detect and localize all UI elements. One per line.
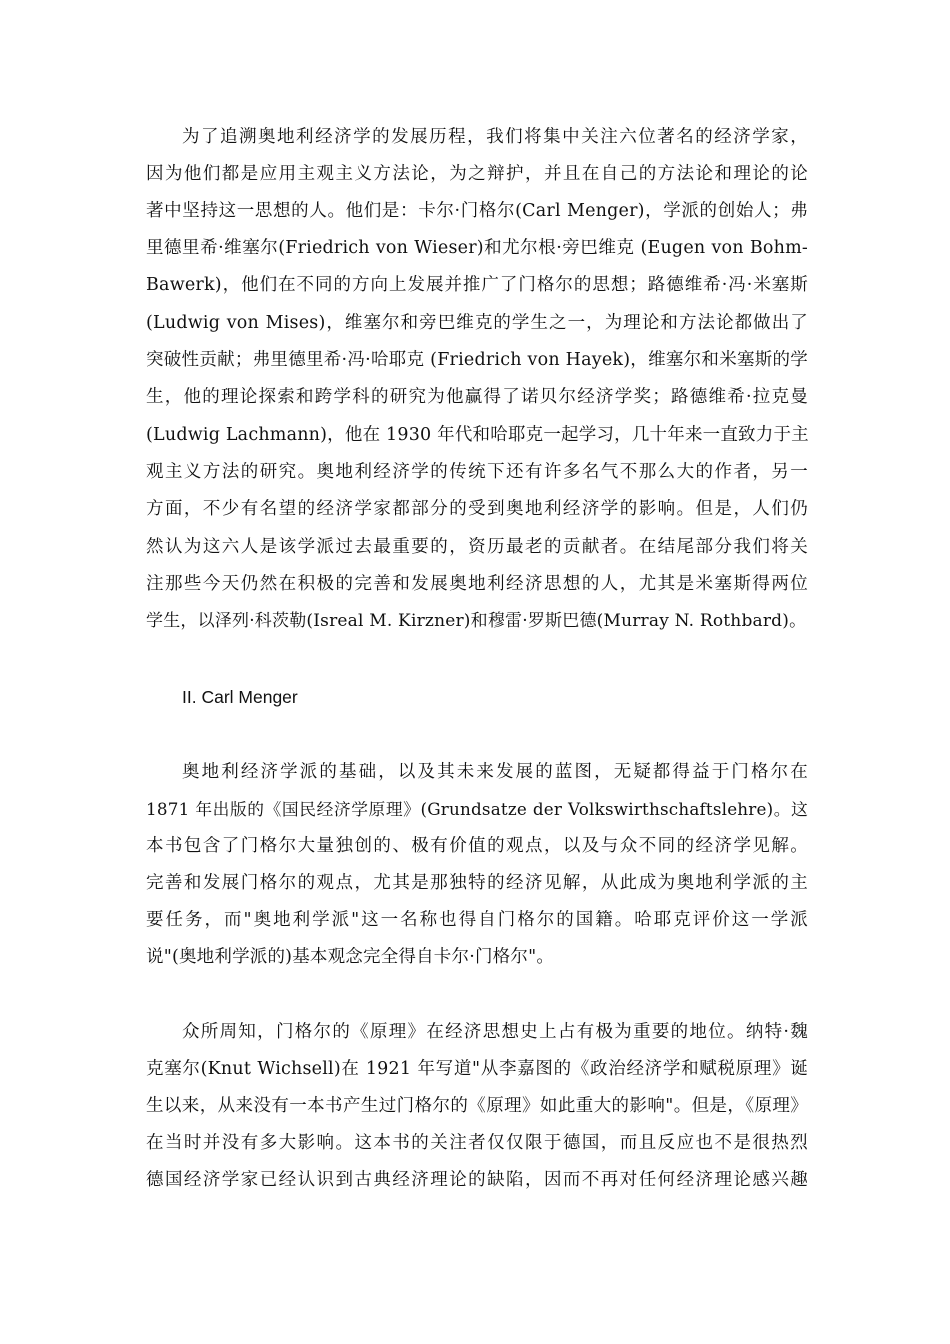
paragraph-line: Bawerk)，他们在不同的方向上发展并推广了门格尔的思想；路德维希·冯·米塞斯 xyxy=(146,275,808,295)
paragraph-line: (Ludwig Lachmann)，他在 1930 年代和哈耶克一起学习，几十年来一直致力于主 xyxy=(146,425,809,445)
paragraph-line: (Ludwig von Mises)，维塞尔和旁巴维克的学生之一，为理论和方法论都做出了 xyxy=(146,313,808,333)
paragraph-line: 众所周知，门格尔的《原理》在经济思想史上占有极为重要的地位。纳特·魏 xyxy=(182,1022,808,1042)
paragraph-line: 要任务，而"奥地利学派"这一名称也得自门格尔的国籍。哈耶克评价这一学派 xyxy=(146,910,808,930)
section-heading: II. Carl Menger xyxy=(182,687,298,707)
paragraph-line: 1871 年出版的《国民经济学原理》(Grundsatze der Volkswirthschaftslehre)。这 xyxy=(146,799,808,819)
paragraph-line: 德国经济学家已经认识到古典经济理论的缺陷，因而不再对任何经济理论感兴趣 xyxy=(146,1170,808,1190)
paragraph-line: 著中坚持这一思想的人。他们是：卡尔·门格尔(Carl Menger)，学派的创始人；弗 xyxy=(146,201,808,221)
paragraph-line: 克塞尔(Knut Wichsell)在 1921 年写道"从李嘉图的《政治经济学和赋税原理》诞 xyxy=(146,1059,808,1079)
paragraph-line: 然认为这六人是该学派过去最重要的，资历最老的贡献者。在结尾部分我们将关 xyxy=(146,537,808,557)
paragraph-line: 生以来，从来没有一本书产生过门格尔的《原理》如此重大的影响"。但是，《原理》 xyxy=(146,1096,808,1116)
paragraph-line: 奥地利经济学派的基础，以及其未来发展的蓝图，无疑都得益于门格尔在 xyxy=(182,762,808,782)
paragraph-line: 观主义方法的研究。奥地利经济学的传统下还有许多名气不那么大的作者，另一 xyxy=(146,462,808,482)
paragraph-line: 完善和发展门格尔的观点，尤其是那独特的经济见解，从此成为奥地利学派的主 xyxy=(146,873,808,893)
paragraph-line: 学生，以泽列·科茨勒(Isreal M. Kirzner)和穆雷·罗斯巴德(Murray N. Rothbard)。 xyxy=(146,611,807,631)
paragraph-line: 为了追溯奥地利经济学的发展历程，我们将集中关注六位著名的经济学家， xyxy=(182,127,808,147)
paragraph-line: 生，他的理论探索和跨学科的研究为他赢得了诺贝尔经济学奖；路德维希·拉克曼 xyxy=(146,387,808,407)
paragraph-line: 里德里希·维塞尔(Friedrich von Wieser)和尤尔根·旁巴维克 (Eugen von Bohm- xyxy=(146,238,808,258)
paragraph-line: 因为他们都是应用主观主义方法论，为之辩护，并且在自己的方法论和理论的论 xyxy=(146,164,808,184)
paragraph-line: 方面，不少有名望的经济学家都部分的受到奥地利经济学的影响。但是，人们仍 xyxy=(146,499,808,519)
paragraph-line: 在当时并没有多大影响。这本书的关注者仅仅限于德国，而且反应也不是很热烈 xyxy=(146,1133,808,1153)
paragraph-line: 本书包含了门格尔大量独创的、极有价值的观点，以及与众不同的经济学见解。 xyxy=(146,836,808,856)
paragraph-line: 注那些今天仍然在积极的完善和发展奥地利经济思想的人，尤其是米塞斯得两位 xyxy=(146,574,808,594)
paragraph-line: 说"(奥地利学派的)基本观念完全得自卡尔·门格尔"。 xyxy=(146,947,555,967)
paragraph-line: 突破性贡献；弗里德里希·冯·哈耶克 (Friedrich von Hayek)，维塞尔和米塞斯的学 xyxy=(146,350,808,370)
